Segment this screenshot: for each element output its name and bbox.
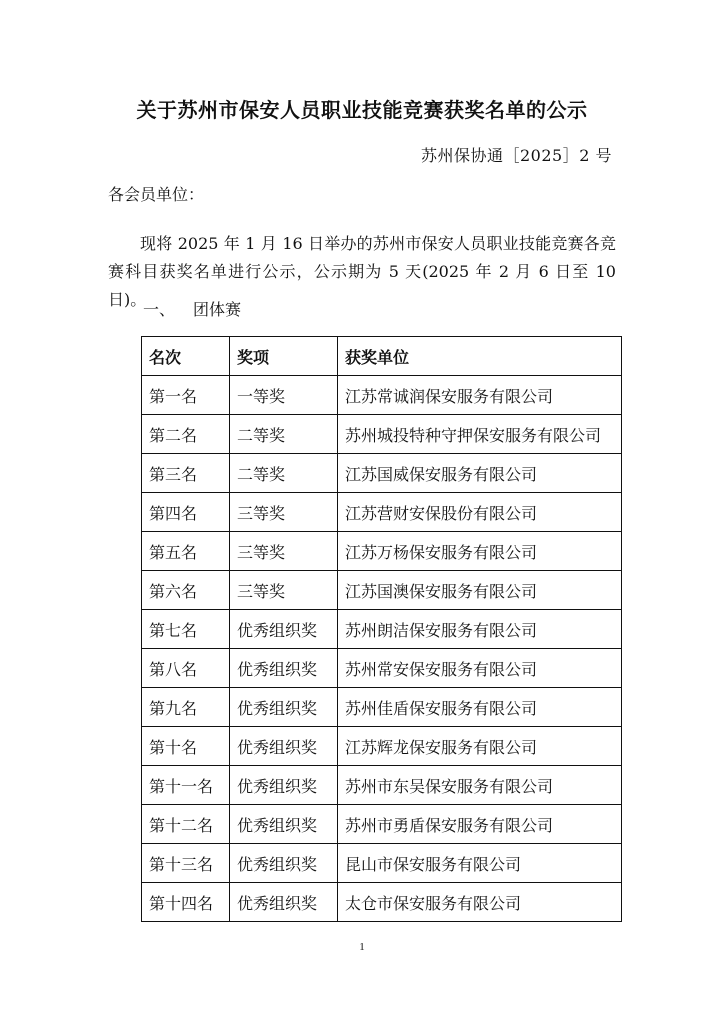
cell-award: 优秀组织奖 [230,688,338,727]
cell-award: 三等奖 [230,532,338,571]
cell-winner: 昆山市保安服务有限公司 [338,844,622,883]
cell-award: 三等奖 [230,571,338,610]
cell-winner: 苏州常安保安服务有限公司 [338,649,622,688]
cell-winner: 江苏万杨保安服务有限公司 [338,532,622,571]
table-row [142,727,622,766]
section-heading [143,297,241,320]
cell-award: 优秀组织奖 [230,844,338,883]
cell-winner: 苏州佳盾保安服务有限公司 [338,688,622,727]
cell-award: 二等奖 [230,415,338,454]
body-paragraph: 现将 2025 年 1 月 16 日举办的苏州市保安人员职业技能竞赛各竞赛科目获奖名单进行公示，公示期为 5 天(2025 年 2 月 6 日至 10 日)。 [108,234,616,309]
page-number: 1 [359,941,365,953]
header-award: 奖项 [230,337,338,376]
table-row [142,883,622,922]
cell-rank: 第十三名 [142,844,230,883]
table-row [142,532,622,571]
cell-rank: 第三名 [142,454,230,493]
table-row [142,805,622,844]
table-row [142,844,622,883]
cell-rank: 第六名 [142,571,230,610]
cell-winner: 太仓市保安服务有限公司 [338,883,622,922]
table-row [142,766,622,805]
table-row [142,688,622,727]
cell-rank: 第八名 [142,649,230,688]
cell-winner: 苏州市东吴保安服务有限公司 [338,766,622,805]
table-header-row [142,337,622,376]
cell-winner: 江苏国澳保安服务有限公司 [338,571,622,610]
document-number: 苏州保协通［2025］2 号 [421,146,612,165]
page-title: 关于苏州市保安人员职业技能竞赛获奖名单的公示 [136,98,588,122]
cell-rank: 第五名 [142,532,230,571]
cell-winner: 江苏营财安保股份有限公司 [338,493,622,532]
cell-award: 优秀组织奖 [230,766,338,805]
cell-winner: 江苏常诚润保安服务有限公司 [338,376,622,415]
cell-winner: 江苏辉龙保安服务有限公司 [338,727,622,766]
salutation: 各会员单位： [108,185,205,204]
cell-award: 优秀组织奖 [230,610,338,649]
cell-rank: 第十二名 [142,805,230,844]
cell-rank: 第七名 [142,610,230,649]
cell-rank: 第十四名 [142,883,230,922]
award-table [141,336,622,922]
cell-award: 一等奖 [230,376,338,415]
table-row [142,454,622,493]
section-number: 一、 [143,300,176,319]
table-row [142,610,622,649]
cell-winner: 苏州城投特种守押保安服务有限公司 [338,415,622,454]
table-row [142,376,622,415]
table-row [142,493,622,532]
cell-rank: 第九名 [142,688,230,727]
cell-award: 优秀组织奖 [230,805,338,844]
cell-winner: 苏州朗洁保安服务有限公司 [338,610,622,649]
cell-award: 优秀组织奖 [230,649,338,688]
cell-rank: 第一名 [142,376,230,415]
table-row [142,649,622,688]
cell-winner: 苏州市勇盾保安服务有限公司 [338,805,622,844]
cell-award: 二等奖 [230,454,338,493]
cell-winner: 江苏国威保安服务有限公司 [338,454,622,493]
cell-rank: 第十一名 [142,766,230,805]
header-winner: 获奖单位 [338,337,622,376]
table-row [142,571,622,610]
header-rank: 名次 [142,337,230,376]
section-title: 团体赛 [193,300,242,319]
cell-award: 优秀组织奖 [230,727,338,766]
cell-rank: 第十名 [142,727,230,766]
table-row [142,415,622,454]
cell-award: 三等奖 [230,493,338,532]
cell-award: 优秀组织奖 [230,883,338,922]
cell-rank: 第四名 [142,493,230,532]
cell-rank: 第二名 [142,415,230,454]
